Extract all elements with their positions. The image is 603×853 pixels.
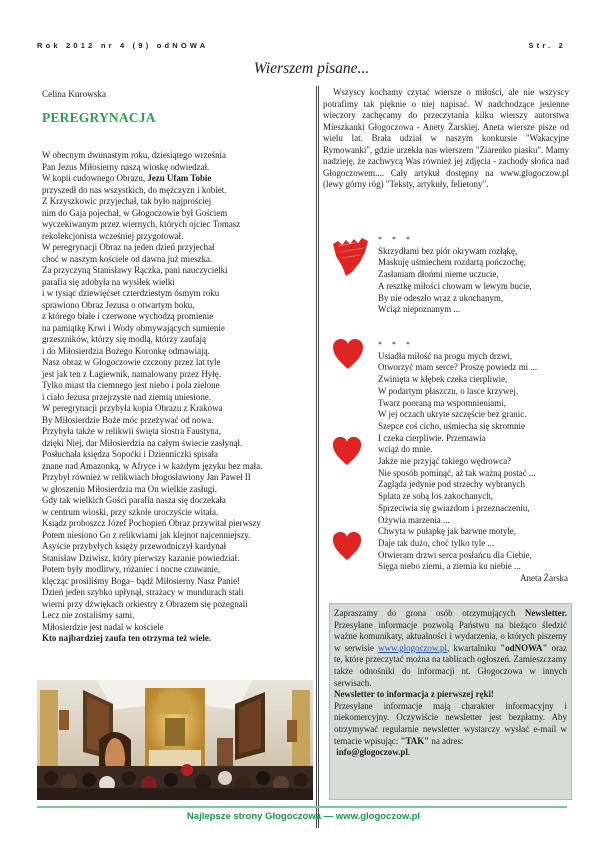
left-article xyxy=(42,89,310,645)
poem-line: Sprzeciwia się gwiazdom i przeznaczeniu, xyxy=(378,502,530,513)
poem-line: Usiadła miłość na progu mych drzwi, xyxy=(378,350,513,361)
poem-line: rekolekcjonista wcześniej przygotował. xyxy=(42,230,184,241)
poem-line: Nie sposób pominąć, aż tak ważną postać ... xyxy=(378,467,536,478)
poem-line: grzeszników, którzy się modlą, którzy zaufają xyxy=(42,334,206,344)
poem-line: By nie odeszło wraz z ukochanym, xyxy=(378,292,504,303)
footer-rule xyxy=(37,806,567,808)
poem-line: Za przyczyną Stanisławy Rączka, pani nauczycielki xyxy=(42,265,228,275)
poem-line: Ożywia marzenia ... xyxy=(378,514,450,525)
newsletter-email[interactable]: info@glogoczow.pl xyxy=(336,747,408,758)
poem-line: Otworzyć mam serce? Proszę powiedz mi ... xyxy=(378,362,538,373)
poem-line: wciąż do mnie. xyxy=(378,444,433,455)
poem-1 xyxy=(378,234,532,316)
poem-line: jest jak ten z Łagiewnik, namalowany przez Hyłę. xyxy=(42,368,221,379)
poem-line: A resztkę miłości chowam w lewym bucie, xyxy=(378,280,532,291)
poem-line: i ciało Jezusa przejrzyste nad ziemią uniesione. xyxy=(42,391,211,402)
poem-line: parafia się zdobyła na wysiłek wielki xyxy=(42,276,175,287)
poem-line: W kopii cudownego Obrazu, Jezu Ufam Tobie xyxy=(42,173,212,183)
poem-line: W obecnym dwunastym roku, dziesiątego września xyxy=(42,150,226,160)
poem-line: Asyście przybyłych księży przewodniczył kardynał xyxy=(42,541,227,551)
poem-line: Tylko miast tła ciemnego jest niebo i pola zielone xyxy=(42,380,220,390)
poem-line: przyszedł do nas wszystkich, do mężczyzn i kobiet. xyxy=(42,184,227,195)
poem-line: W podartym płaszczu, o lasce krzywej, xyxy=(378,385,519,396)
poem-line: Twarz pooraną ma wspomnieniami, xyxy=(378,397,506,408)
poem-separator: * * * xyxy=(378,235,414,244)
poem-line: Zagląda jedynie pod strzechy wybranych xyxy=(378,479,525,490)
issue-header: Rok 2012 nr 4 (9) odNOWA xyxy=(37,41,209,50)
newsletter-headline: Newsletter to informacja z pierwszej ręki! xyxy=(334,689,494,700)
poem-line: Zasłaniam dłońmi nieme uczucie, xyxy=(378,269,499,280)
poem-signature: Aneta Żarska xyxy=(520,573,568,583)
poem-line: Z Krzyszkowic przyjechał, tak było najprościej xyxy=(42,196,212,206)
poem-line: Chwyta w pułapkę jak barwne motyle, xyxy=(378,526,516,537)
poem-line: Przybył również w relikwiach błogosławiony Jan Paweł II xyxy=(42,472,251,482)
poem-line: dzięki Niej, dar Miłosierdzia na całym świecie zasłynął. xyxy=(42,437,243,448)
page-number: Str. 2 xyxy=(528,41,566,50)
poem-line: Zwinięta w kłębek czeka cierpliwie, xyxy=(378,374,508,385)
poem-line: Nasz obraz w Głogoczowie czczony przez lat tyle xyxy=(42,357,221,367)
poem-line: I czeka cierpliwie. Przemawia xyxy=(378,432,486,443)
poem-line: na pamiątkę Krwi i Wody obmywających sumienie xyxy=(42,322,225,333)
poem-title: PEREGRYNACJA xyxy=(42,110,156,125)
poem-line: wyczekiwanym przez wiernych, których ojciec Tomasz xyxy=(42,219,241,229)
poem-line: Ksiądz proboszcz Józef Pochopień Obraz przywitał pierwszy xyxy=(42,518,261,528)
poem-line: W peregrynacji przybyła kopia Obrazu z Krakowa xyxy=(42,403,223,413)
column-divider xyxy=(316,86,319,828)
heart-icon-4 xyxy=(331,530,363,562)
newsletter-box: Zapraszamy do grona osób otrzymujących Newsletter. Przesyłane informacje pozwolą Państwu na bieżąco śledzić ważne komunikaty, aktualności i wydarzenia, o których piszemy w serwisie www.glogoczow.pl, kwartalniku "odNOWA" oraz te, które przeczytać można na tablicach ogłoszeń. Zamieszczamy także odnośniki do informacji nt. Głogoczowa w innych serwisach. Newsletter to informacja z pierwszej ręki! Przesyłane informacje mają charakter informacyjny i niekomercyjny. Oczywiście newsletter jest bezpłatny. Aby otrzymywać regularnie newsletter wystarczy wysłać e-mail w temacie wpisując: "TAK" na adres: info@glogoczow.pl. xyxy=(329,603,572,800)
poem-line: wierni przy dźwiękach orkiestry z Obrazem się pożegnali xyxy=(42,598,248,609)
section-title: Wierszem pisane... xyxy=(253,60,370,77)
poem-line: choć w naszym kościele od dawna już mieszka. xyxy=(42,253,213,264)
poem-line: W peregrynacji Obraz na jeden dzień przyjechał xyxy=(42,242,215,252)
poem-line: Lecz nie zostaliśmy sami, xyxy=(42,610,135,620)
poem-line: Przybyła także w relikwii święta siostra Faustyna, xyxy=(42,426,221,436)
poem-line: klęcząc prosiliśmy Boga– bądź Miłosierny Nasz Panie! xyxy=(42,575,241,586)
article-author: Celina Kurowska xyxy=(42,89,107,99)
right-article xyxy=(323,87,569,191)
poem-line: Posłuchała księdza Sopoćki i Dzienniczki spisała xyxy=(42,449,218,459)
poem-body xyxy=(42,150,310,645)
heart-icon-3 xyxy=(331,435,363,467)
footer-text: Najlepsze strony Głogoczowa — www.glogoczow.pl xyxy=(186,811,421,822)
website-link[interactable]: www.glogoczow.pl xyxy=(378,642,447,653)
poem-line: z którego białe i czerwone wychodzą promienie xyxy=(42,311,214,321)
poem-line: Gdy tak wielkich Gości parafia nasza się doczekała xyxy=(42,495,226,505)
heart-icon-1 xyxy=(330,236,370,278)
poem-line: Skrzydłami bez piór okrywam rozłąkę, xyxy=(378,245,518,256)
poem-line: Maskuję uśmiechem rozdartą pończochę, xyxy=(378,257,526,268)
poem-line: W jej oczach ukryte szczęście bez granic. xyxy=(378,409,527,420)
poem-line: w głoszeniu Miłosierdzia ma On wielkie zasługi. xyxy=(42,483,217,494)
poem-line: w centrum wioski, przy szkole uroczyście witała. xyxy=(42,506,219,517)
poem-line: By Miłosierdzie Boże móc przeżywać od nowa. xyxy=(42,414,214,425)
poem-line: sprawiono Obraz Jezusa o otwartym boku, xyxy=(42,299,195,310)
poem-2 xyxy=(378,339,537,573)
poem-line: Splata ze sobą los zakochanych, xyxy=(378,491,493,502)
poem-line: Potem niesiono Go z relikwiami jak klejnot najcenniejszy. xyxy=(42,529,251,540)
poem-line: Jakże nie przyjąć takiego wędrowca? xyxy=(378,456,511,467)
poem-line: i w tysiąc dziewięćset czterdziestym ósmym roku xyxy=(42,288,220,298)
intro-paragraph: Wszyscy kochamy czytać wiersze o miłości, ale nie wszyscy potrafimy tak pięknie o niej napisać. W nadchodzące jesienne wieczory zachęcamy do przeczytania kilku wierszy autorstwa Mieszkanki Głogoczowa - Anety Żarskiej. Aneta wiersze pisze od wielu lat. Brała udział w naszym konkursie "Wakacyjne Rymowanki", gdzie urzekła nas wierszem "Ziarenko piasku". Mamy nadzieję, że zachwycą Was również jej zdjęcia - zachody słońca nad Głogoczowem.... Cały artykuł dostępny na www.glogoczow.pl (lewy górny róg) "Teksty, artykuły, felietony". xyxy=(323,87,569,190)
poem-closing-line: Kto najbardziej zaufa ten otrzyma też wiele. xyxy=(42,633,212,643)
church-interior-image xyxy=(37,680,313,800)
poem-line: Pan Jezus Miłosierny naszą wioskę odwiedzał. xyxy=(42,161,210,172)
poem-line: Miłosierdzie jest nadal w kościele xyxy=(42,621,164,632)
poem-line: Wciąż niepoznanym ... xyxy=(378,304,461,315)
poem-line: znane nad Amazonką, w Afryce i w każdym języku bez mała. xyxy=(42,460,263,471)
poem-line: Szepce coś cicho, uśmiecha się skromnie xyxy=(378,420,525,431)
poem-line: Potem były modlitwy, różaniec i nocne czuwanie, xyxy=(42,564,221,574)
poem-separator: * * * xyxy=(378,340,414,349)
poem-line: Stanisław Dziwisz, który pierwszy kazanie powiedział. xyxy=(42,552,240,563)
poem-emphasis: Jezu Ufam Tobie xyxy=(147,173,212,183)
church-photo xyxy=(37,680,313,800)
poem-line: Sięga niebo ziemi, a ziemia ku niebie ... xyxy=(378,561,521,572)
heart-icon-2 xyxy=(331,337,365,371)
poem-line: nim do Gaja pojechał, w Głogoczowie był Gościem xyxy=(42,207,228,218)
poem-line: Daje tak dużo, choć tylko tyle ... xyxy=(378,537,495,548)
poem-line: Dzień jeden szybko upłynął, strażacy w mundurach stali xyxy=(42,587,244,597)
poem-line: i do Miłosierdzia Bożego Koronkę odmawiają. xyxy=(42,345,210,356)
poem-line: Otwieram drzwi serca posłańcu dla Ciebie, xyxy=(378,549,532,560)
